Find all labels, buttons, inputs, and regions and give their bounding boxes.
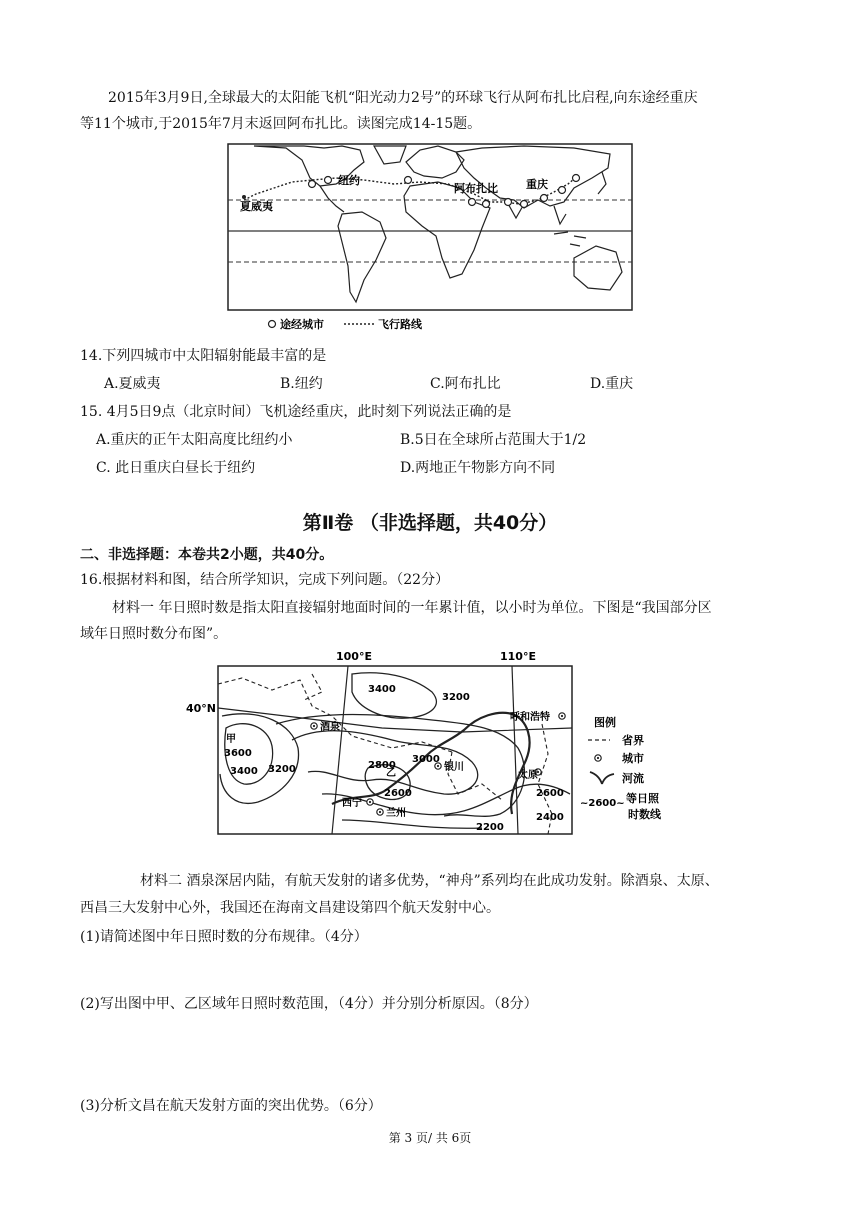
city-yinchuan: 银川 <box>444 762 464 773</box>
world-map-figure <box>224 142 636 337</box>
q14-option-b: B.纽约 <box>280 376 323 392</box>
isoline-2200: 2200 <box>476 822 504 833</box>
material1-line-2: 域年日照时数分布图”。 <box>80 626 228 642</box>
city-taiyuan: 太原 <box>518 770 538 781</box>
isoline-2600-center: 2600 <box>384 788 412 799</box>
legend-river-symbol <box>590 772 614 784</box>
legend-city-symbol <box>269 321 276 328</box>
legend-title: 图例 <box>594 716 616 729</box>
q14-option-a: A.夏威夷 <box>104 376 161 392</box>
material2-line-1: 材料二 酒泉深居内陆，有航天发射的诸多优势，“神舟”系列均在此成功发射。除酒泉、太原、 <box>140 873 719 889</box>
lon-label-100e: 100°E <box>336 650 372 663</box>
city-label-newyork: 纽约 <box>338 174 360 187</box>
isoline-3200-left: 3200 <box>268 764 296 775</box>
city-jiuquan: 酒泉 <box>320 722 340 733</box>
q15-option-a: A.重庆的正午太阳高度比纽约小 <box>96 432 293 448</box>
isoline-3000: 3000 <box>412 754 440 765</box>
city-hohhot: 呼和浩特 <box>510 712 550 723</box>
intro-line-1: 2015年3月9日,全球最大的太阳能飞机“阳光动力2号”的环球飞行从阿布扎比启程,向东途经重庆 <box>108 90 698 106</box>
intro-line-2: 等11个城市,于2015年7月末返回阿布扎比。读图完成14-15题。 <box>80 116 482 132</box>
legend-isoline-label-1: 等日照 <box>626 792 659 805</box>
q14-option-d: D.重庆 <box>590 376 634 392</box>
city-label-chongqing: 重庆 <box>526 178 548 191</box>
sub-question-1: (1)请简述图中年日照时数的分布规律。（4分） <box>80 929 368 945</box>
sub-question-3: (3)分析文昌在航天发射方面的突出优势。（6分） <box>80 1098 382 1114</box>
city-label-abudhabi: 阿布扎比 <box>454 182 498 195</box>
sub-question-2: (2)写出图中甲、乙区域年日照时数范围，（4分）并分别分析原因。（8分） <box>80 996 538 1012</box>
q14-stem: 14.下列四城市中太阳辐射能最丰富的是 <box>80 348 327 364</box>
lat-label-40n: 40°N <box>186 702 217 715</box>
legend-city-label: 途经城市 <box>280 318 324 331</box>
region-jia: 甲 <box>226 734 236 745</box>
isoline-3400-top: 3400 <box>368 684 396 695</box>
legend-river-label: 河流 <box>622 772 644 785</box>
isoline-2800: 2800 <box>368 760 396 771</box>
legend-route-label: 飞行路线 <box>378 318 422 331</box>
section-heading: 二、非选择题：本卷共2小题，共40分。 <box>80 547 334 563</box>
region-yi: 乙 <box>386 768 396 779</box>
q16-stem: 16.根据材料和图，结合所学知识，完成下列问题。（22分） <box>80 572 450 588</box>
material1-line-1: 材料一 年日照时数是指太阳直接辐射地面时间的一年累计值，以小时为单位。下图是“我国部分区 <box>112 600 712 616</box>
china-sunshine-map <box>182 644 682 844</box>
isoline-2600-right: 2600 <box>536 788 564 799</box>
city-lanzhou: 兰州 <box>386 808 406 819</box>
page-footer: 第 3 页/ 共 6页 <box>388 1131 472 1145</box>
q14-option-c: C.阿布扎比 <box>430 376 501 392</box>
lon-label-110e: 110°E <box>500 650 536 663</box>
isoline-2400: 2400 <box>536 812 564 823</box>
q15-option-c: C. 此日重庆白昼长于纽约 <box>96 460 256 476</box>
legend-city-label-map: 城市 <box>622 752 644 765</box>
legend-isoline-symbol: ~2600~ <box>580 798 625 809</box>
material2-line-2: 西昌三大发射中心外，我国还在海南文昌建设第四个航天发射中心。 <box>80 900 500 916</box>
part2-title: 第Ⅱ卷 （非选择题，共40分） <box>302 512 558 534</box>
q15-option-b: B.5日在全球所占范围大于1/2 <box>400 432 587 448</box>
city-xining: 西宁 <box>342 798 362 809</box>
isoline-3200-top: 3200 <box>442 692 470 703</box>
city-label-hawaii: 夏威夷 <box>240 200 273 213</box>
legend-border-label: 省界 <box>622 734 644 747</box>
isoline-3600: 3600 <box>224 748 252 759</box>
world-map-svg <box>224 142 636 337</box>
q15-option-d: D.两地正午物影方向不同 <box>400 460 556 476</box>
q15-stem: 15. 4月5日9点（北京时间）飞机途经重庆，此时刻下列说法正确的是 <box>80 404 512 420</box>
legend-isoline-label-2: 时数线 <box>628 808 661 821</box>
isoline-3400-left: 3400 <box>230 766 258 777</box>
